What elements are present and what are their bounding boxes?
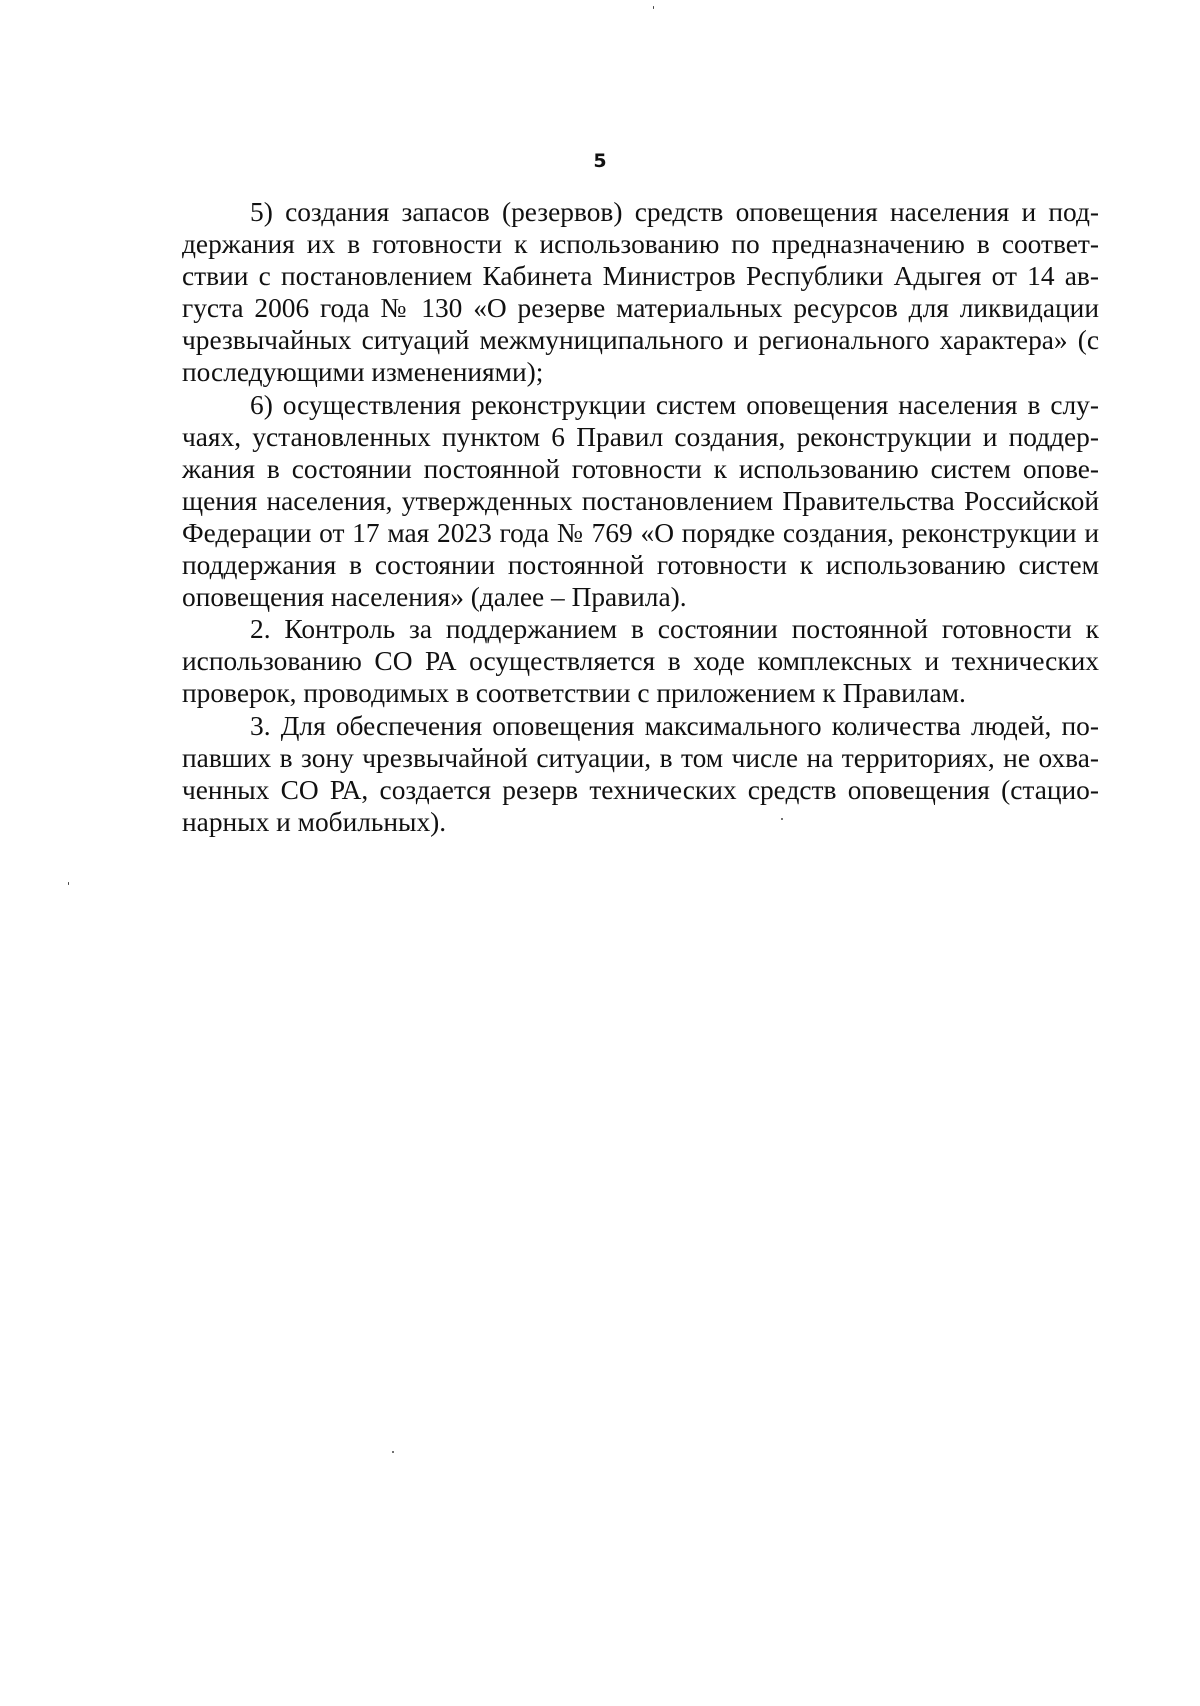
scan-speck <box>653 6 654 9</box>
text-line: нарных и мобильных). <box>182 806 447 837</box>
scan-speck <box>68 882 69 885</box>
scan-speck <box>781 818 783 820</box>
document-body <box>182 196 1099 838</box>
paragraph-section-2 <box>182 613 1099 709</box>
text-line: ствии с постановлением Кабинета Министров Республики Адыгея от 14 ав- <box>182 261 1099 292</box>
text-line: последующими изменениями); <box>182 357 544 388</box>
paragraph-item-6 <box>182 389 1099 614</box>
text-line: жания в состоянии постоянной готовности к использованию систем опове- <box>182 453 1099 484</box>
text-line: поддержания в состоянии постоянной готовности к использованию систем <box>182 550 1099 581</box>
paragraph-section-3 <box>182 710 1099 838</box>
text-line: использованию СО РА осуществляется в ходе комплексных и технических <box>182 646 1099 677</box>
text-line: оповещения населения» (далее – Правила). <box>182 582 687 613</box>
text-line: чрезвычайных ситуаций межмуниципального и регионального характера» (с <box>182 325 1099 356</box>
page-number: 5 <box>593 150 607 172</box>
text-line: чаях, установленных пунктом 6 Правил создания, реконструкции и поддер- <box>182 421 1099 452</box>
text-line: густа 2006 года № 130 «О резерве материальных ресурсов для ликвидации <box>182 293 1099 324</box>
text-line: 5) создания запасов (резервов) средств оповещения населения и под- <box>250 197 1099 227</box>
text-line: ченных СО РА, создается резерв технических средств оповещения (стацио- <box>182 774 1099 805</box>
text-line: щения населения, утвержденных постановлением Правительства Российской <box>182 485 1099 516</box>
text-line: павших в зону чрезвычайной ситуации, в том числе на территориях, не охва- <box>182 742 1099 773</box>
paragraph-item-5 <box>182 196 1099 389</box>
text-line: проверок, проводимых в соответствии с приложением к Правилам. <box>182 678 966 709</box>
text-line: 2. Контроль за поддержанием в состоянии постоянной готовности к <box>250 614 1099 645</box>
text-line: 6) осуществления реконструкции систем оповещения населения в слу- <box>250 389 1099 420</box>
scan-speck <box>392 1451 394 1453</box>
text-line: 3. Для обеспечения оповещения максимального количества людей, по- <box>250 710 1099 741</box>
text-line: Федерации от 17 мая 2023 года № 769 «О порядке создания, реконструкции и <box>182 517 1099 548</box>
text-line: держания их в готовности к использованию по предназначению в соответ- <box>182 229 1099 260</box>
